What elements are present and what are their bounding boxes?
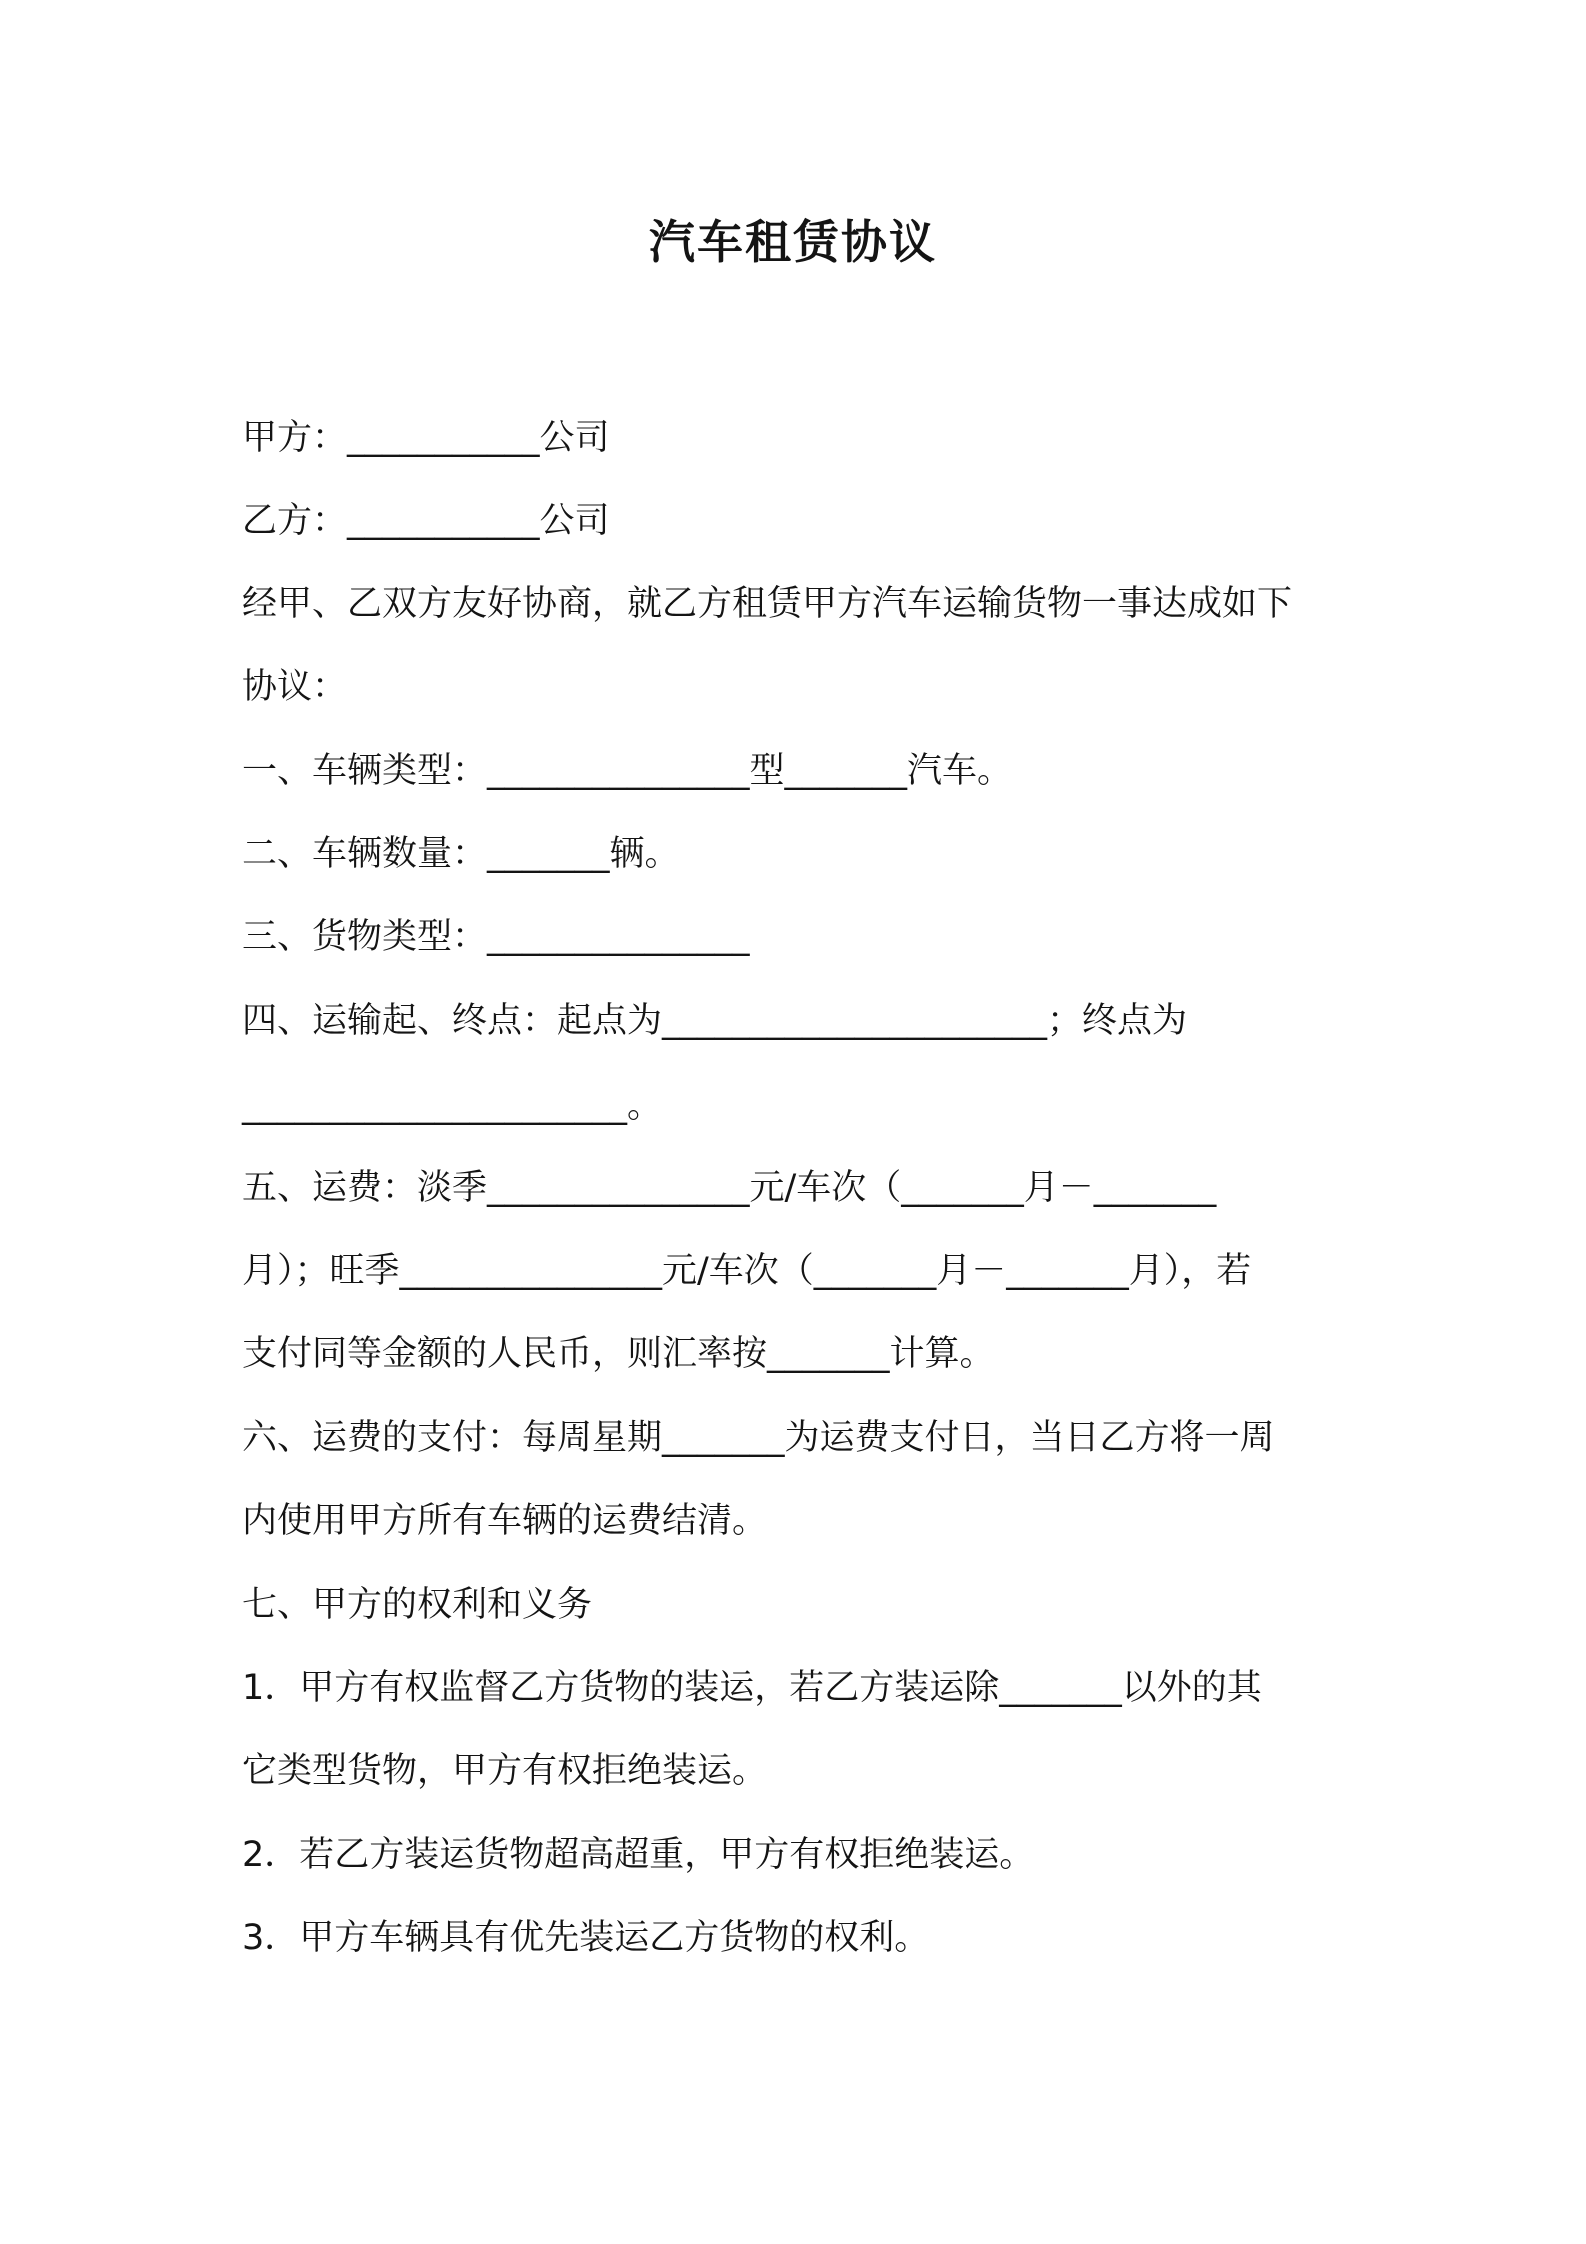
preamble-line-1: 经甲、乙双方友好协商，就乙方租赁甲方汽车运输货物一事达成如下: [242, 584, 1293, 624]
clause-2-vehicle-count: 二、车辆数量：_______辆。: [242, 834, 680, 874]
party-b-line: 乙方：___________公司: [242, 501, 610, 541]
clause-6-payment-line-2: 内使用甲方所有车辆的运费结清。: [242, 1501, 768, 1541]
clause-5-freight-line-3: 支付同等金额的人民币，则汇率按_______计算。: [242, 1334, 995, 1374]
clause-7-heading: 七、甲方的权利和义务: [242, 1585, 593, 1625]
clause-7-item-2: 2．若乙方装运货物超高超重，甲方有权拒绝装运。: [242, 1835, 1035, 1875]
clause-7-item-1-line-2: 它类型货物，甲方有权拒绝装运。: [242, 1751, 768, 1791]
clause-6-payment-line-1: 六、运费的支付：每周星期_______为运费支付日，当日乙方将一周: [242, 1418, 1275, 1458]
clause-5-freight-line-2: 月）；旺季_______________元/车次（_______月－_______月），若: [242, 1251, 1252, 1291]
clause-7-item-3: 3．甲方车辆具有优先装运乙方货物的权利。: [242, 1918, 930, 1958]
clause-7-item-1-line-1: 1．甲方有权监督乙方货物的装运，若乙方装运除_______以外的其: [242, 1668, 1262, 1708]
clause-4-route-line-1: 四、运输起、终点：起点为______________________；终点为: [242, 1001, 1188, 1041]
clause-4-route-line-2: ______________________。: [242, 1086, 663, 1126]
clause-5-freight-line-1: 五、运费：淡季_______________元/车次（_______月－_______: [242, 1168, 1217, 1208]
clause-3-cargo-type: 三、货物类型：_______________: [242, 917, 750, 957]
preamble-line-2: 协议：: [242, 667, 348, 707]
document-title: 汽车租赁协议: [649, 215, 937, 269]
party-a-line: 甲方：___________公司: [242, 418, 610, 458]
clause-1-vehicle-type: 一、车辆类型：_______________型_______汽车。: [242, 751, 1013, 791]
